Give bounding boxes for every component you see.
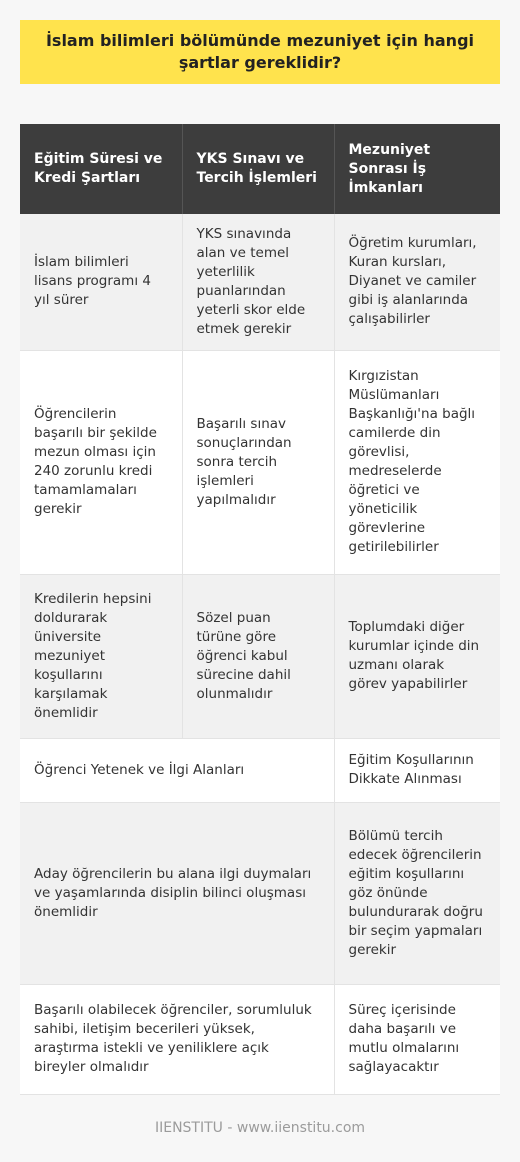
table-cell: Öğrencilerin başarılı bir şekilde mezun olması için 240 zorunlu kredi tamamlamaları gerekir <box>20 350 182 574</box>
table-row <box>20 214 500 350</box>
table-row <box>20 574 500 738</box>
requirements-table <box>20 124 500 1095</box>
table-cell: Toplumdaki diğer kurumlar içinde din uzmanı olarak görev yapabilirler <box>334 574 500 738</box>
header-yks-exam: YKS Sınavı ve Tercih İşlemleri <box>182 124 334 214</box>
header-job-opportunities: Mezuniyet Sonrası İş İmkanları <box>334 124 500 214</box>
table-cell: Öğrenci Yetenek ve İlgi Alanları <box>20 738 334 802</box>
table-cell: Süreç içerisinde daha başarılı ve mutlu olmalarını sağlayacaktır <box>334 984 500 1094</box>
table-cell: Başarılı sınav sonuçlarından sonra tercih işlemleri yapılmalıdır <box>182 350 334 574</box>
table-row <box>20 350 500 574</box>
table-cell: İslam bilimleri lisans programı 4 yıl sürer <box>20 214 182 350</box>
table-cell: Kredilerin hepsini doldurarak üniversite mezuniyet koşullarını karşılamak önemlidir <box>20 574 182 738</box>
table-cell: Öğretim kurumları, Kuran kursları, Diyanet ve camiler gibi iş alanlarında çalışabilirler <box>334 214 500 350</box>
table-cell: Başarılı olabilecek öğrenciler, sorumluluk sahibi, iletişim becerileri yüksek, araştırma istekli ve yeniliklere açık bireyler olmalıdır <box>20 984 334 1094</box>
page-title: İslam bilimleri bölümünde mezuniyet için hangi şartlar gereklidir? <box>45 31 475 72</box>
title-banner <box>20 20 500 84</box>
header-education-duration: Eğitim Süresi ve Kredi Şartları <box>20 124 182 214</box>
table-cell: Sözel puan türüne göre öğrenci kabul sürecine dahil olunmalıdır <box>182 574 334 738</box>
table-cell: YKS sınavında alan ve temel yeterlilik puanlarından yeterli skor elde etmek gerekir <box>182 214 334 350</box>
table-cell: Bölümü tercih edecek öğrencilerin eğitim koşullarını göz önünde bulundurarak doğru bir seçim yapmaları gerekir <box>334 802 500 984</box>
table-cell: Kırgızistan Müslümanları Başkanlığı'na bağlı camilerde din görevlisi, medreselerde öğretici ve yöneticilik görevlerine getirilebilirler <box>334 350 500 574</box>
table-row <box>20 802 500 984</box>
table-header-row <box>20 124 500 214</box>
table-cell: Aday öğrencilerin bu alana ilgi duymaları ve yaşamlarında disiplin bilinci oluşması önemlidir <box>20 802 334 984</box>
footer-credit: IIENSTITU - www.iienstitu.com <box>154 1120 366 1136</box>
table-cell: Eğitim Koşullarının Dikkate Alınması <box>334 738 500 802</box>
table-row <box>20 984 500 1094</box>
table-row <box>20 738 500 802</box>
